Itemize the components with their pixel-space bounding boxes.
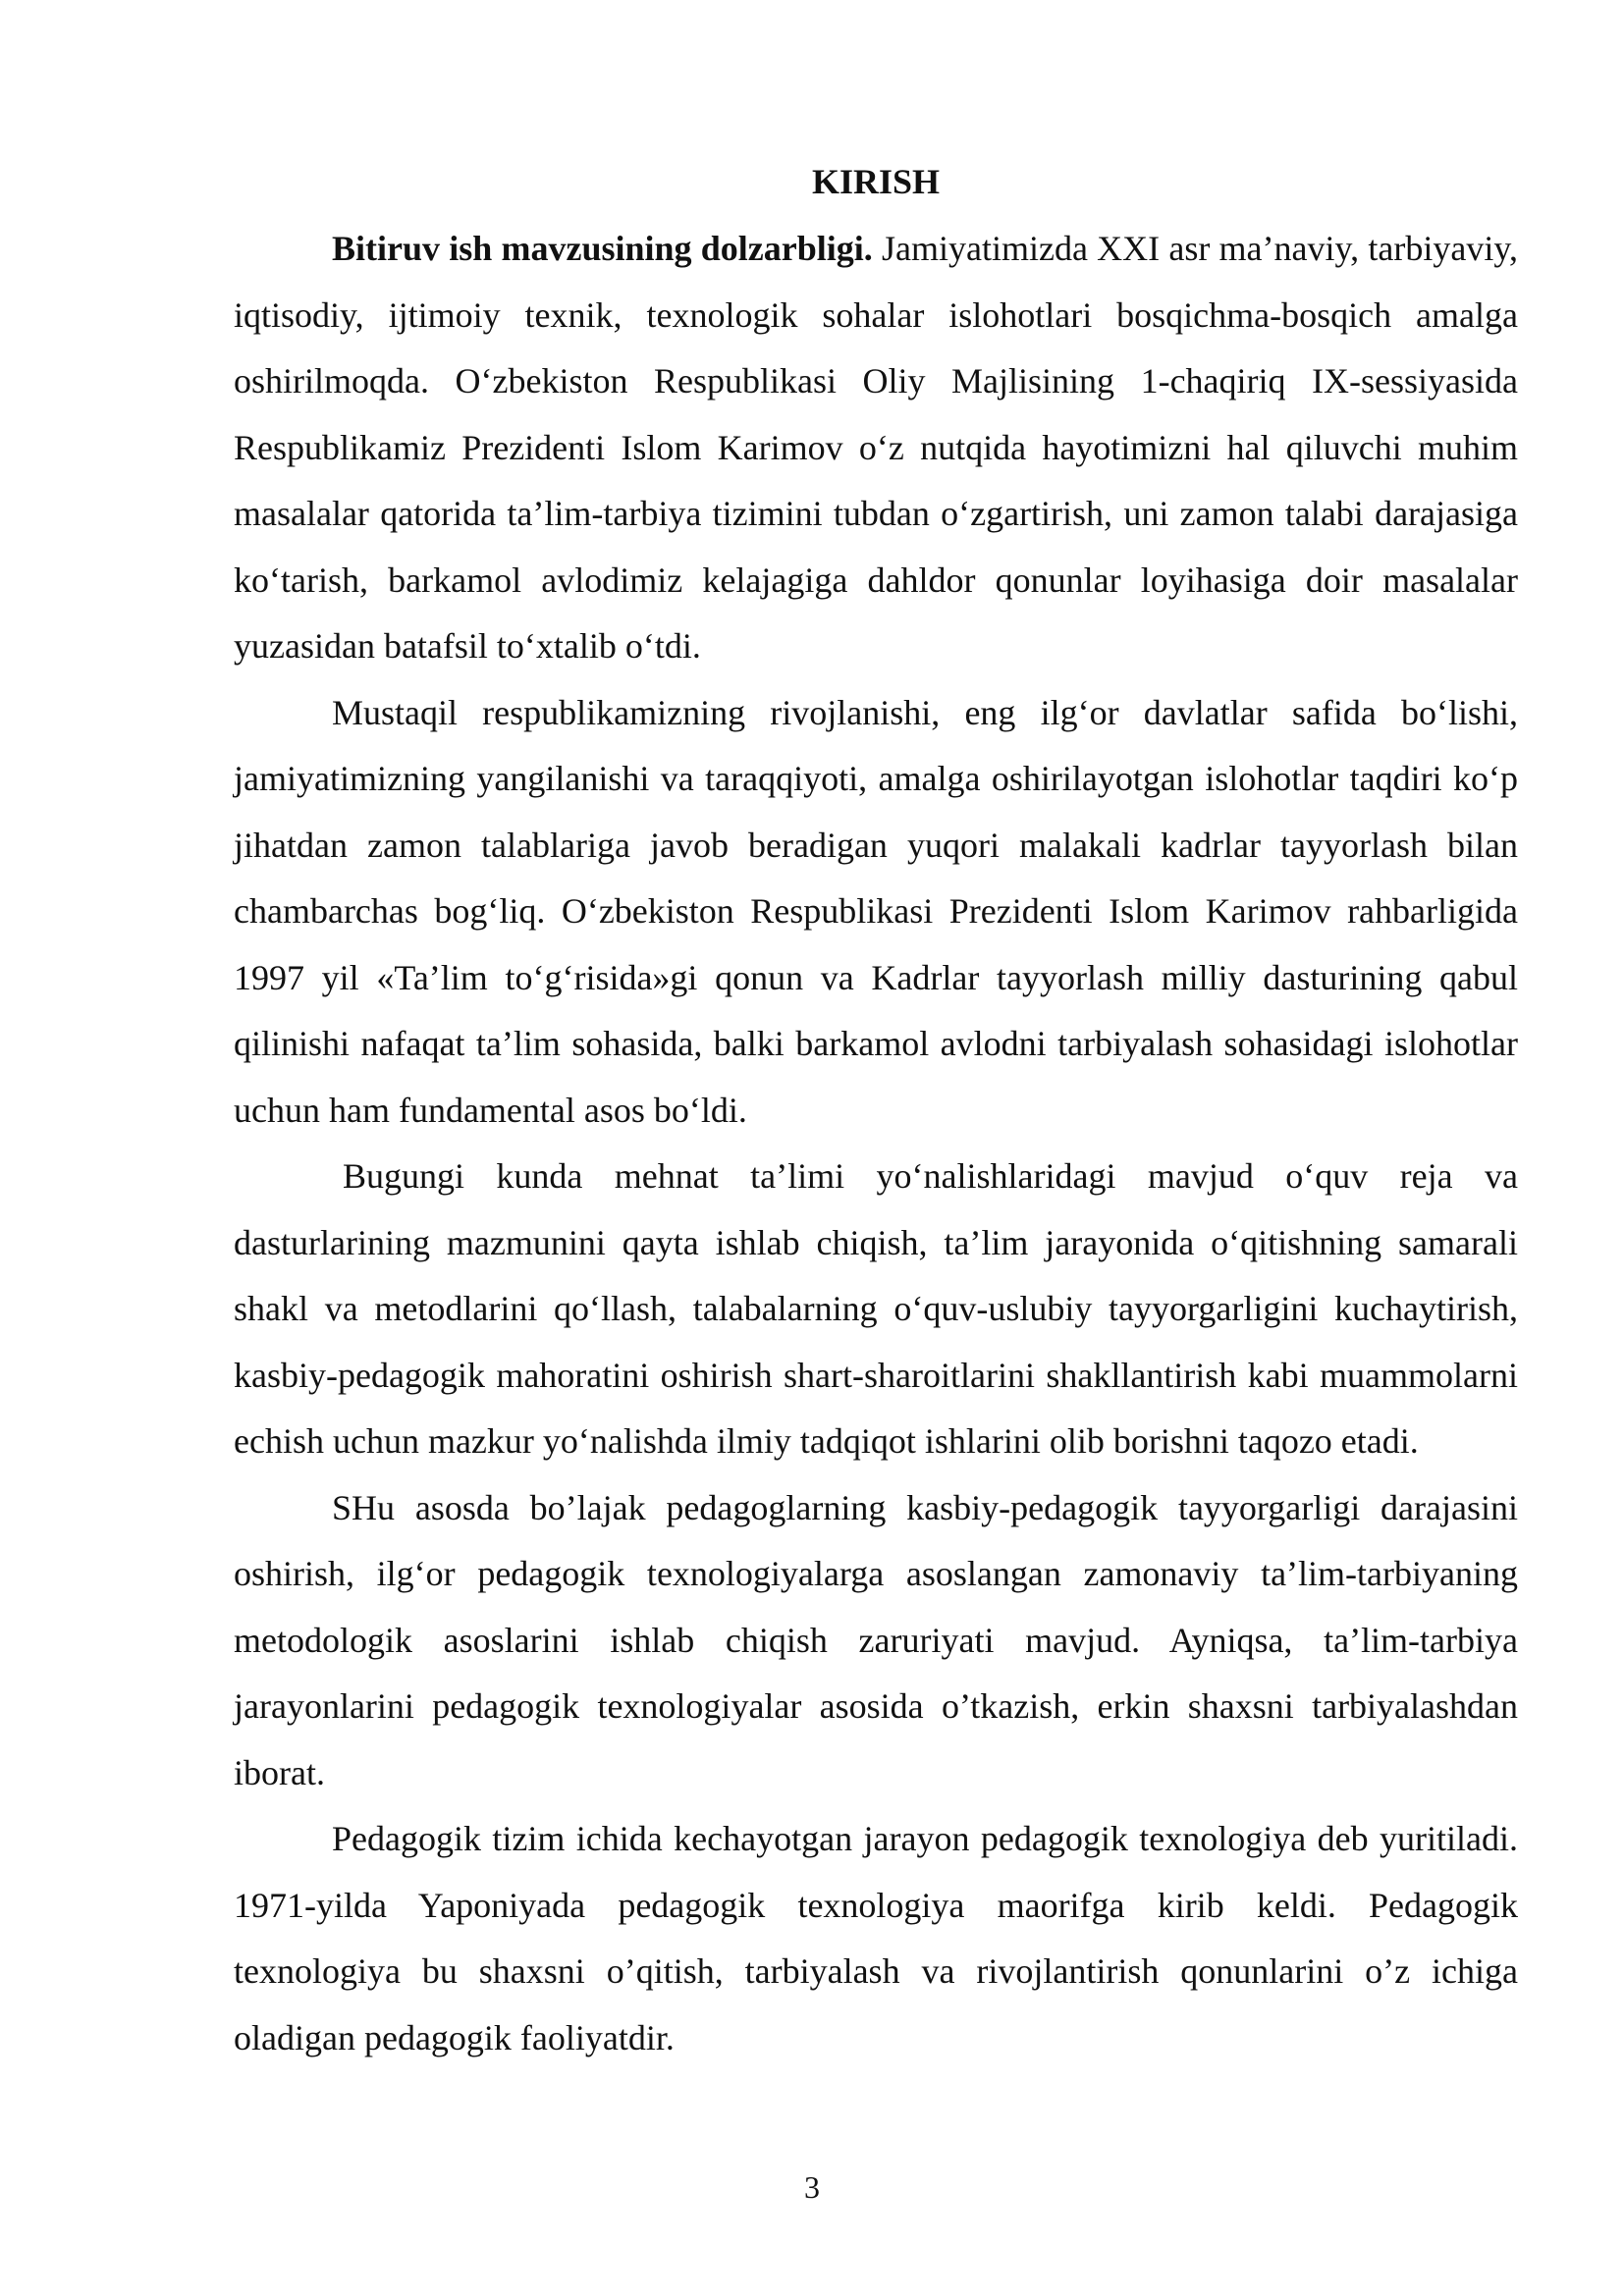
paragraph-text: Pedagogik tizim ichida kechayotgan jarayon pedagogik texnologiya deb yuritiladi. 1971-yilda Yaponiyada pedagogik texnologiya maorifga kirib keldi. Pedagogik texnologiya bu shaxsni o’qitish, tarbiyalash va rivojlantirish qonunlarini o’z ichiga oladigan pedagogik faoliyatdir. bbox=[234, 1819, 1518, 2057]
paragraph-text: Mustaqil respublikamizning rivojlanishi, eng ilg‘or davlatlar safida bo‘lishi, jamiyatimizning yangilanishi va taraqqiyoti, amalga oshirilayotgan islohotlar taqdiri ko‘p jihatdan zamon talablariga javob beradigan yuqori malakali kadrlar tayyorlash bilan chambarchas bog‘liq. O‘zbekiston Respublikasi Prezidenti Islom Karimov rahbarligida 1997 yil «Ta’lim to‘g‘risida»gi qonun va Kadrlar tayyorlash milliy dasturining qabul qilinishi nafaqat ta’lim sohasida, balki barkamol avlodni tarbiyalash sohasidagi islohotlar uchun ham fundamental asos bo‘ldi. bbox=[234, 692, 1518, 1130]
paragraph-relevance bbox=[234, 216, 1518, 680]
paragraph-lead-heading: Bitiruv ish mavzusining dolzarbligi. bbox=[332, 229, 873, 268]
page-number: 3 bbox=[804, 2169, 820, 2205]
paragraph-text: Bugungi kunda mehnat ta’limi yo‘nalishlaridagi mavjud o‘quv reja va dasturlarining mazmunini qayta ishlab chiqish, ta’lim jarayonida o‘qitishning samarali shakl va metodlarini qo‘llash, talabalarning o‘quv-uslubiy tayyorgarligini kuchaytirish, kasbiy-pedagogik mahoratini oshirish shart-sharoitlarini shakllantirish kabi muammolarni echish uchun mazkur yo‘nalishda ilmiy tadqiqot ishlarini olib borishni taqozo etadi. bbox=[234, 1156, 1518, 1461]
paragraph-curriculum bbox=[234, 1144, 1518, 1475]
section-title: KIRISH bbox=[811, 162, 941, 201]
page-content bbox=[234, 149, 1518, 2071]
paragraph-text: SHu asosda bo’lajak pedagoglarning kasbiy-pedagogik tayyorgarligi darajasini oshirish, ilg‘or pedagogik texnologiyalarga asoslangan zamonaviy ta’lim-tarbiyaning metodologik asoslarini ishlab chiqish zaruriyati mavjud. Ayniqsa, ta’lim-tarbiya jarayonlarini pedagogik texnologiyalar asosida o’tkazish, erkin shaxsni tarbiyalashdan iborat. bbox=[234, 1487, 1518, 1792]
paragraph-pedagogical-technology bbox=[234, 1806, 1518, 2071]
paragraph-text: Jamiyatimizda XXI asr ma’naviy, tarbiyaviy, iqtisodiy, ijtimoiy texnik, texnologik sohalar islohotlari bosqichma-bosqich amalga oshirilmoqda. O‘zbekiston Respublikasi Oliy Majlisining 1-chaqiriq IX-sessiyasida Respublikamiz Prezidenti Islom Karimov o‘z nutqida hayotimizni hal qiluvchi muhim masalalar qatorida ta’lim-tarbiya tizimini tubdan o‘zgartirish, uni zamon talabi darajasiga ko‘tarish, barkamol avlodimiz kelajagiga dahldor qonunlar loyihasiga doir masalalar yuzasidan batafsil to‘xtalib o‘tdi. bbox=[234, 229, 1518, 666]
paragraph-independence bbox=[234, 680, 1518, 1145]
paragraph-teacher-training bbox=[234, 1475, 1518, 1807]
